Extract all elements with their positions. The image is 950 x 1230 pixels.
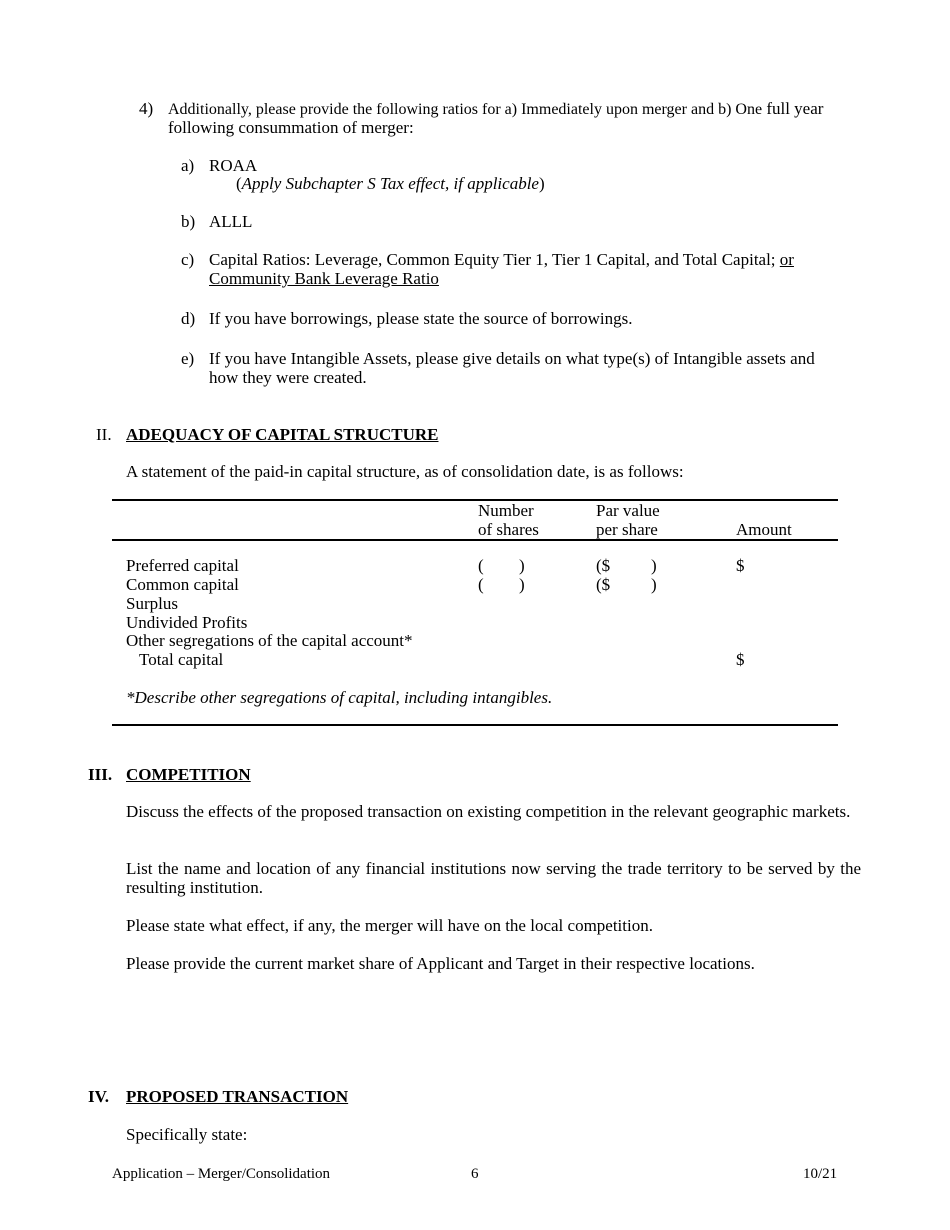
item4-line2: following consummation of merger:	[168, 118, 414, 137]
section-title: PROPOSED TRANSACTION	[126, 1087, 349, 1106]
ratio-letter: e)	[181, 349, 195, 368]
row-label: Undivided Profits	[126, 613, 248, 632]
row-label: Common capital	[126, 575, 239, 594]
ratio-roaa: ROAA	[209, 156, 258, 175]
ratio-letter: d)	[181, 309, 196, 328]
table-top-rule	[112, 499, 838, 501]
competition-para: Please state what effect, if any, the merger will have on the local competition.	[126, 916, 653, 935]
row-label: Other segregations of the capital account*	[126, 631, 413, 650]
table-bottom-rule	[112, 724, 838, 726]
table-header-rule	[112, 539, 838, 541]
par-blank-open: ($	[596, 556, 611, 575]
amount-dollar: $	[736, 556, 745, 575]
shares-blank-close: )	[519, 575, 525, 594]
shares-blank-open: (	[478, 556, 484, 575]
capital-intro: A statement of the paid-in capital structure, as of consolidation date, is as follows:	[126, 462, 684, 481]
section-number: IV.	[88, 1087, 109, 1106]
ratio-intangibles-line2: how they were created.	[209, 368, 367, 387]
header-amount: Amount	[736, 520, 792, 539]
ratio-letter: a)	[181, 156, 195, 175]
ratio-capital-text: Capital Ratios: Leverage, Common Equity Tier 1, Tier 1 Capital, and Total Capital;	[209, 250, 776, 269]
competition-para: Discuss the effects of the proposed transaction on existing competition in the relevant geographic markets.	[126, 802, 851, 821]
ratio-letter: c)	[181, 250, 195, 269]
header-of-shares: of shares	[478, 520, 539, 539]
competition-para: Please provide the current market share of Applicant and Target in their respective locations.	[126, 954, 755, 973]
row-label: Surplus	[126, 594, 178, 613]
transaction-intro: Specifically state:	[126, 1125, 248, 1144]
ratio-capital-or: or	[779, 250, 794, 269]
par-blank-close: )	[651, 575, 657, 594]
section-number: II.	[96, 425, 112, 444]
item-number: 4)	[139, 99, 154, 118]
table-footnote: *Describe other segregations of capital, including intangibles.	[126, 688, 553, 707]
roaa-note-open: (	[236, 174, 242, 193]
shares-blank-open: (	[478, 575, 484, 594]
roaa-note-text: Apply Subchapter S Tax effect, if applicable	[241, 174, 539, 193]
item4-line1	[168, 99, 823, 119]
item4-line1-tail: full year	[766, 99, 824, 118]
ratio-capital	[209, 250, 794, 270]
header-per-share: per share	[596, 520, 658, 539]
row-label: Preferred capital	[126, 556, 239, 575]
item4-line1-text: Additionally, please provide the following ratios for a) Immediately upon merger and b) One	[168, 101, 763, 118]
shares-blank-close: )	[519, 556, 525, 575]
section-title: COMPETITION	[126, 765, 251, 784]
footer-title: Application – Merger/Consolidation	[112, 1166, 331, 1182]
par-blank-open: ($	[596, 575, 611, 594]
roaa-note-close: )	[538, 174, 545, 193]
ratio-intangibles: If you have Intangible Assets, please give details on what type(s) of Intangible assets and	[209, 349, 815, 368]
par-blank-close: )	[651, 556, 657, 575]
total-dollar: $	[736, 650, 745, 669]
revision-date: 10/21	[803, 1166, 838, 1182]
competition-para: List the name and location of any financial institutions now serving the trade territory to be served by the resulting institution.	[126, 859, 861, 897]
header-par-value: Par value	[596, 501, 660, 520]
row-label-total: Total capital	[139, 650, 224, 669]
roaa-note	[236, 174, 545, 194]
section-title: ADEQUACY OF CAPITAL STRUCTURE	[126, 425, 439, 444]
page-number: 6	[471, 1166, 479, 1182]
header-number: Number	[478, 501, 534, 520]
ratio-borrowings: If you have borrowings, please state the source of borrowings.	[209, 309, 633, 328]
ratio-alll: ALLL	[209, 212, 253, 231]
ratio-cblr: Community Bank Leverage Ratio	[209, 269, 439, 288]
ratio-letter: b)	[181, 212, 196, 231]
section-number: III.	[88, 765, 113, 784]
